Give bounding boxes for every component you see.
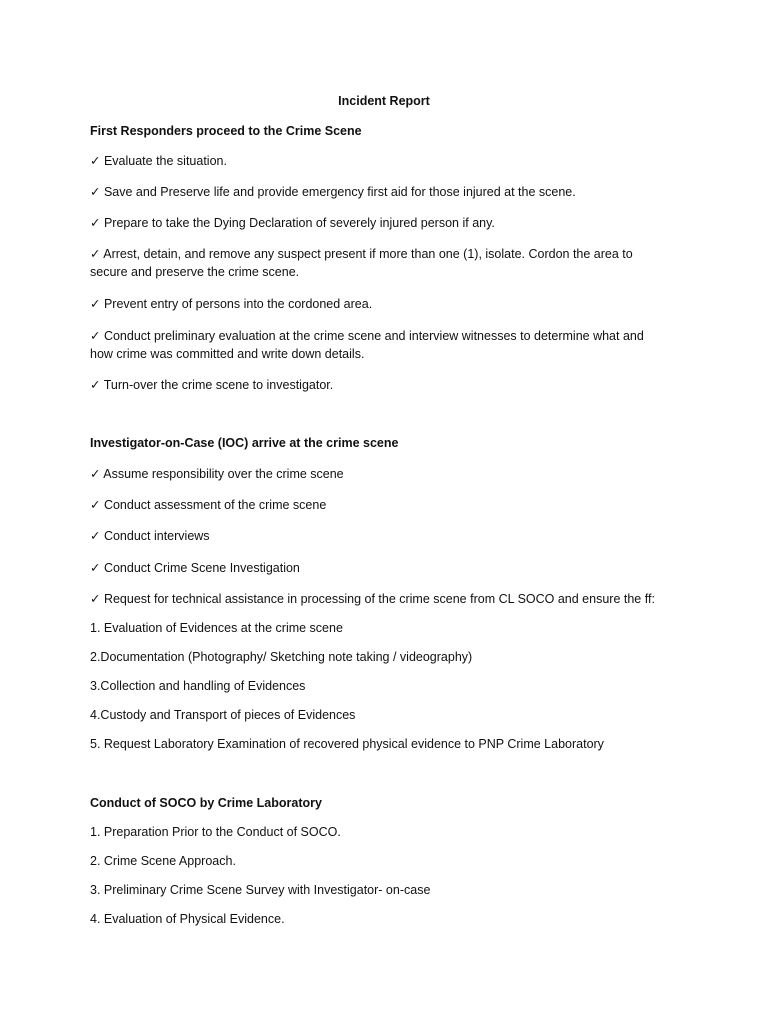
list-item: 3. Preliminary Crime Scene Survey with Investigator- on-case	[90, 883, 431, 897]
list-item: ✓ Assume responsibility over the crime scene	[90, 467, 344, 481]
list-item: 3.Collection and handling of Evidences	[90, 679, 306, 693]
section-heading-soco: Conduct of SOCO by Crime Laboratory	[90, 796, 322, 810]
list-item: ✓ Conduct Crime Scene Investigation	[90, 561, 300, 575]
list-item: ✓ Evaluate the situation.	[90, 154, 227, 168]
list-item: ✓ Conduct interviews	[90, 529, 210, 543]
list-item: 5. Request Laboratory Examination of recovered physical evidence to PNP Crime Laboratory	[90, 737, 604, 751]
list-item: ✓ Turn-over the crime scene to investigator.	[90, 378, 334, 392]
list-item: ✓ Prepare to take the Dying Declaration of severely injured person if any.	[90, 216, 495, 230]
list-item: 4. Evaluation of Physical Evidence.	[90, 912, 285, 926]
list-item: 2. Crime Scene Approach.	[90, 854, 236, 868]
document-title: Incident Report	[338, 94, 430, 108]
section-heading-first-responders: First Responders proceed to the Crime Scene	[90, 124, 362, 138]
list-item: ✓ Save and Preserve life and provide emergency first aid for those injured at the scene.	[90, 185, 576, 199]
list-item: ✓ Prevent entry of persons into the cordoned area.	[90, 297, 373, 311]
list-item: ✓ Conduct preliminary evaluation at the crime scene and interview witnesses to determine what and how crime was committed and write down details.	[90, 329, 644, 361]
list-item: ✓ Arrest, detain, and remove any suspect present if more than one (1), isolate. Cordon the area to secure and preserve the crime scene.	[90, 247, 633, 279]
list-item: ✓ Conduct assessment of the crime scene	[90, 498, 327, 512]
list-item: 2.Documentation (Photography/ Sketching note taking / videography)	[90, 650, 473, 664]
list-item: 1. Preparation Prior to the Conduct of SOCO.	[90, 825, 341, 839]
section-heading-investigator: Investigator-on-Case (IOC) arrive at the crime scene	[90, 436, 399, 450]
list-item: 1. Evaluation of Evidences at the crime scene	[90, 621, 343, 635]
list-item: ✓ Request for technical assistance in processing of the crime scene from CL SOCO and ensure the ff:	[90, 592, 655, 606]
list-item: 4.Custody and Transport of pieces of Evidences	[90, 708, 356, 722]
